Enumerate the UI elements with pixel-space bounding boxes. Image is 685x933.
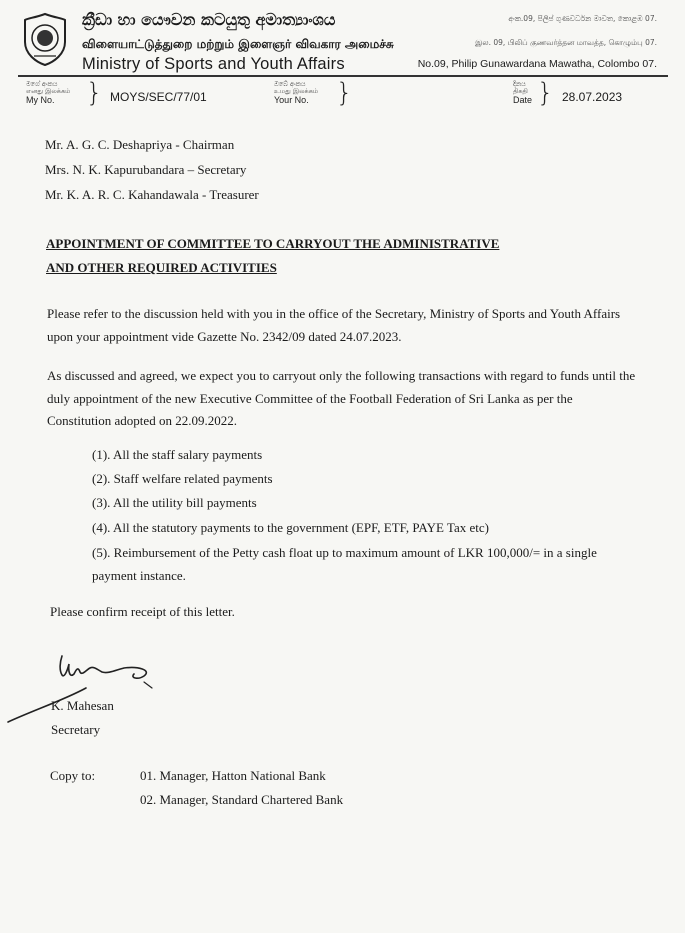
recipient-line: Mrs. N. K. Kapurubandara – Secretary xyxy=(45,162,247,177)
your-no-label-ta: உமது இலக்கம் xyxy=(274,87,319,95)
header-divider xyxy=(18,75,668,77)
ministry-name-english: Ministry of Sports and Youth Affairs xyxy=(82,55,345,73)
address-english: No.09, Philip Gunawardana Mawatha, Colombo 07. xyxy=(417,58,657,70)
recipient-line: Mr. A. G. C. Deshapriya - Chairman xyxy=(45,137,235,152)
my-no-label xyxy=(26,81,70,105)
brace-icon: } xyxy=(537,78,554,108)
copy-to-label: Copy to: xyxy=(50,768,96,783)
date-label xyxy=(513,81,532,105)
list-item: (5). Reimbursement of the Petty cash float up to maximum amount of LKR 100,000/= in a single payment instance. xyxy=(92,545,597,583)
date-label-ta: திகதி xyxy=(513,87,528,95)
your-no-label-en: Your No. xyxy=(274,95,309,105)
date-value: 28.07.2023 xyxy=(562,90,623,104)
my-no-label-ta: எனது இலக்கம் xyxy=(26,87,71,95)
closing-line: Please confirm receipt of this letter. xyxy=(50,604,235,619)
your-no-label xyxy=(274,81,318,105)
list-item: (1). All the staff salary payments xyxy=(92,447,263,462)
paragraph-instructions: As discussed and agreed, we expect you to carryout only the following transactions with regard to funds until the duly appointment of the new Executive Committee of the Football Federation of Sri Lanka as per the Constitution adopted on 22.09.2022. xyxy=(47,368,636,428)
signature-icon xyxy=(4,648,164,728)
copy-to-item: 01. Manager, Hatton National Bank xyxy=(140,768,326,783)
brace-icon: } xyxy=(336,78,353,108)
date-label-en: Date xyxy=(513,95,533,105)
address-tamil: இல. 09, பிலிப் குணவர்த்தன மாவத்த, கொழும்பு 07. xyxy=(475,38,657,47)
brace-icon: } xyxy=(86,78,103,108)
ministry-name-tamil: விளையாட்டுத்துறை மற்றும் இளைஞர் விவகார அமைச்சு xyxy=(82,37,394,51)
list-item: (3). All the utility bill payments xyxy=(92,495,257,510)
my-no-label-en: My No. xyxy=(26,95,55,105)
my-no-value: MOYS/SEC/77/01 xyxy=(110,90,207,104)
my-no-label-si: මගේ අංකය xyxy=(26,80,58,88)
your-no-label-si: ඔබේ අංකය xyxy=(274,80,306,88)
date-label-si: දිනය xyxy=(513,80,526,88)
signatory-name: K. Mahesan xyxy=(51,698,114,713)
paragraph-reference: Please refer to the discussion held with you in the office of the Secretary, Ministry of Sports and Youth Affairs upon your appointment vide Gazette No. 2342/09 dated 24.07.2023. xyxy=(47,306,621,344)
ministry-name-sinhala: ක්‍රීඩා හා යෞවන කටයුතු අමාත්‍යාංශය xyxy=(82,10,336,29)
recipient-line: Mr. K. A. R. C. Kahandawala - Treasurer xyxy=(45,187,259,202)
subject-heading-line1: APPOINTMENT OF COMMITTEE TO CARRYOUT THE ADMINISTRATIVE xyxy=(46,236,500,251)
copy-to-item: 02. Manager, Standard Chartered Bank xyxy=(140,792,344,807)
signatory-title: Secretary xyxy=(51,722,101,737)
address-sinhala: අංක.09, පිලිප් ගුණවර්ධන මාවත, කොළඹ 07. xyxy=(508,14,657,23)
list-item: (4). All the statutory payments to the government (EPF, ETF, PAYE Tax etc) xyxy=(92,520,489,535)
emblem-icon xyxy=(22,12,68,66)
subject-heading-line2: AND OTHER REQUIRED ACTIVITIES xyxy=(46,260,277,275)
list-item: (2). Staff welfare related payments xyxy=(92,471,273,486)
